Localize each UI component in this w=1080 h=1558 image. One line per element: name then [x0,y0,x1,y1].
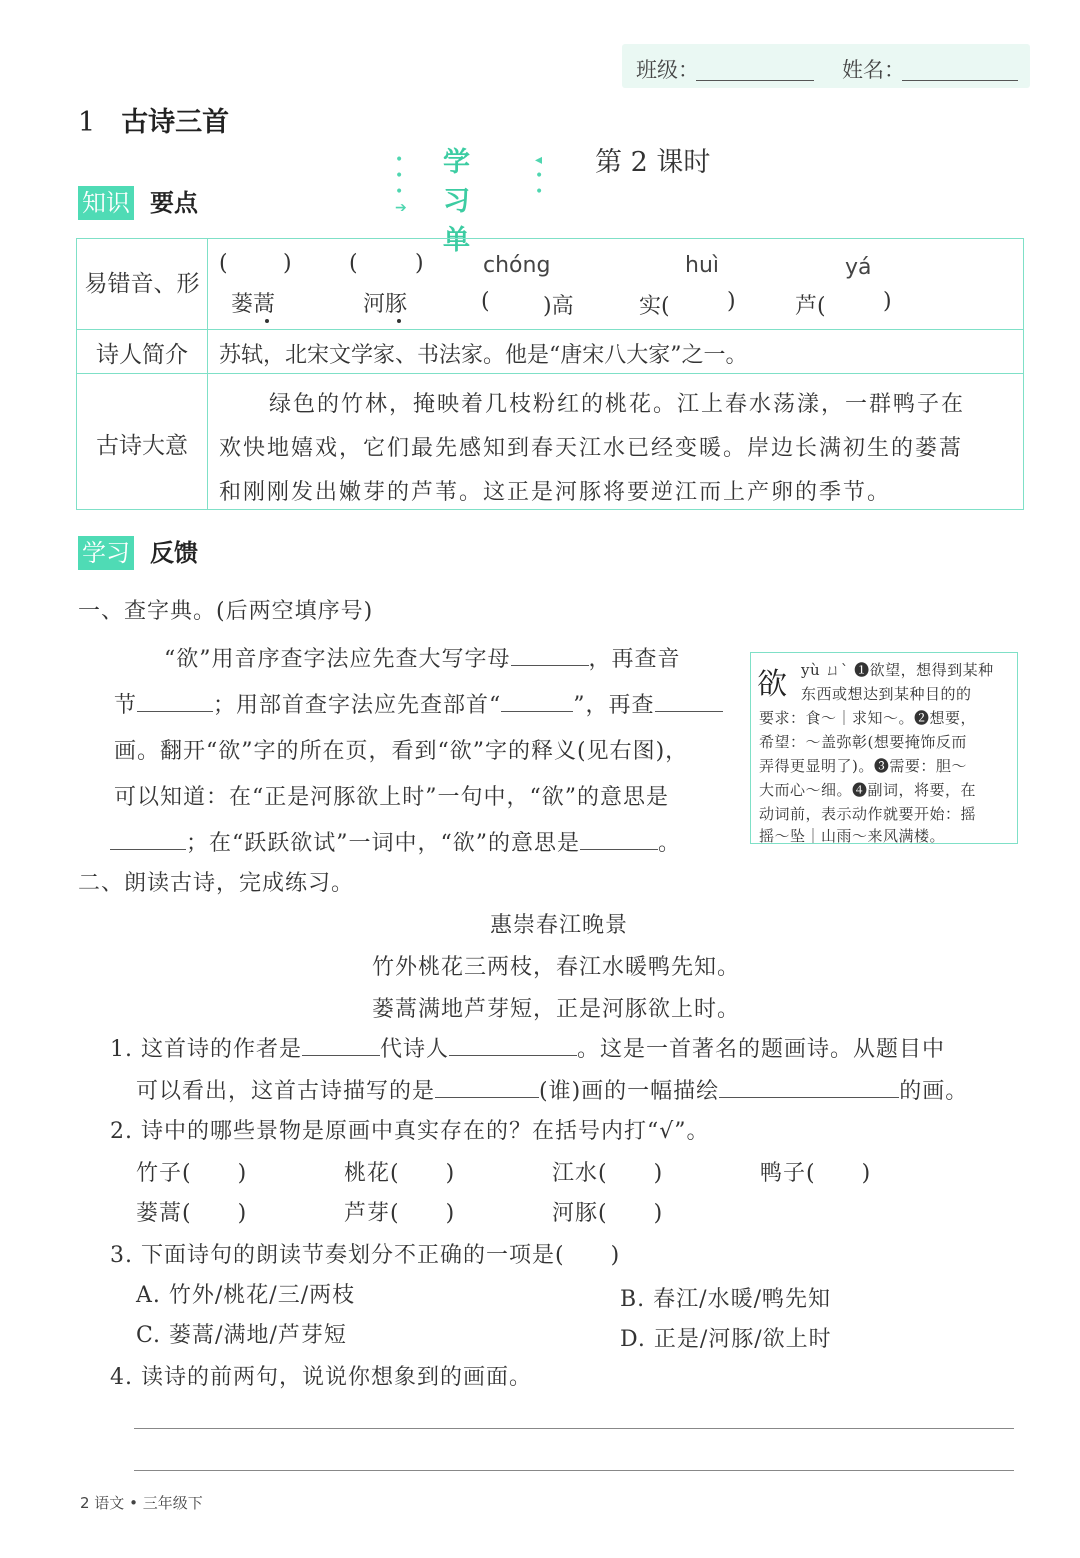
knowledge-table [76,238,1024,510]
dict-line: 东西或想达到某种目的的 [801,685,972,703]
class-label: 班级： [636,58,699,82]
pinyin: huì [685,253,719,278]
poem-line: 竹外桃花三两枝，春江水暖鸭先知。 [372,955,741,980]
poet-intro: 苏轼，北宋文学家、书法家。他是“唐宋八大家”之一。 [219,343,748,368]
answer-blank[interactable] [137,711,213,712]
class-field[interactable] [696,80,814,81]
subq-2: 2. 诗中的哪些景物是原画中真实存在的？在括号内打“√”。 [110,1119,710,1144]
answer-blank[interactable] [501,711,573,712]
paren: ( [219,251,228,276]
meaning-line: 和刚刚发出嫩芽的芦苇。这正是河豚将要逆江而上产卵的季节。 [219,480,892,505]
answer-blank[interactable] [580,849,658,850]
question-2-title: 二、朗读古诗，完成练习。 [78,871,355,896]
q1-line [164,642,681,673]
row-label-poet: 诗人简介 [96,342,188,368]
class-name-bar [622,44,1030,88]
banner-title: 学习单 [443,147,470,256]
emphasis-dot [265,319,269,323]
paren: ) [415,251,424,276]
option-c[interactable]: C. 蒌蒿/满地/芦芽短 [136,1323,347,1348]
section-highlight: 知识 [78,186,134,220]
subq-1 [110,1032,945,1063]
banner-deco-right: ◂ • • [535,152,542,200]
checkbox-item[interactable]: 鸭子( ) [760,1161,872,1186]
subq-3: 3. 下面诗句的朗读节奏划分不正确的一项是( ) [110,1243,621,1268]
banner-deco-left: • • • ➔ [395,152,405,216]
checkbox-item[interactable]: 河豚( ) [552,1201,664,1226]
dict-line: 希望：～盖弥彰(想要掩饰反而 [759,733,967,751]
q1-text: 节 [114,693,138,718]
q1-text: “欲”用音序查字法应先查大写字母 [164,647,511,672]
paren: ) [727,289,736,314]
answer-blank[interactable] [511,665,589,666]
meaning-line: 欢快地嬉戏，它们最先感知到春天江水已经变暖。岸边长满初生的蒌蒿 [219,436,964,461]
q1-text: 。 [658,831,682,856]
answer-blank[interactable] [449,1055,577,1056]
dictionary-entry [750,652,1018,844]
poem-line: 蒌蒿满地芦芽短，正是河豚欲上时。 [372,997,741,1022]
dict-line: 摇～坠｜山雨～来风满楼。 [759,827,946,845]
table-divider [207,239,208,509]
word: 蒌蒿 [231,292,276,317]
q1-text: ；在“跃跃欲试”一词中，“欲”的意思是 [186,831,580,856]
q1-text: ；用部首查字法应先查部首“ [213,693,502,718]
dict-line: 动词前，表示动作就要开始：摇 [759,805,977,823]
section-highlight: 学习 [78,536,134,570]
dict-line: 弄得更显明了)。❸需要：胆～ [759,757,967,775]
checkbox-item[interactable]: 竹子( ) [136,1161,248,1186]
q2-text: 。这是一首著名的题画诗。从题目中 [577,1037,946,1062]
dict-line: 要求：食～｜求知～。❷想要， [759,709,977,727]
paren: ( [481,289,490,314]
answer-blank[interactable] [302,1055,380,1056]
q1-line: 画。翻开“欲”字的所在页，看到“欲”字的释义(见右图)， [114,739,689,764]
question-1-title: 一、查字典。(后两空填序号) [78,599,374,624]
q1-line [110,826,681,857]
answer-line[interactable] [134,1428,1014,1429]
table-row-border [77,373,1023,374]
word: 实( [639,294,670,319]
q2-text: 可以看出，这首古诗描写的是 [136,1079,436,1104]
section-heading-feedback [78,536,278,576]
checkbox-item[interactable]: 桃花( ) [344,1161,456,1186]
q1-text: ，再查音 [588,647,681,672]
dict-line: yù ㄩˋ ❶欲望，想得到某种 [801,661,994,679]
meaning-line: 绿色的竹林，掩映着几枝粉红的桃花。江上春水荡漾，一群鸭子在 [269,392,966,417]
row-label-pronunciation: 易错音、形 [84,271,200,297]
pinyin: chóng [483,253,551,278]
lesson-number: 1 [78,107,96,138]
lesson-name: 古诗三首 [121,107,230,138]
poem-title: 惠崇春江晚景 [490,913,629,938]
name-field[interactable] [902,80,1018,81]
q1-text: ”，再查 [573,693,655,718]
q1-line: 可以知道：在“正是河豚欲上时”一句中，“欲”的意思是 [114,785,669,810]
emphasis-dot [397,319,401,323]
option-b[interactable]: B. 春江/水暖/鸭先知 [620,1287,831,1312]
answer-blank[interactable] [435,1097,539,1098]
section-heading-knowledge [78,186,278,226]
name-label: 姓名： [842,58,905,82]
answer-blank[interactable] [110,849,186,850]
word: )高 [543,294,574,319]
answer-blank[interactable] [655,711,723,712]
q2-text: (谁)画的一幅描绘 [539,1079,720,1104]
checkbox-item[interactable]: 蒌蒿( ) [136,1201,248,1226]
paren: ( [349,251,358,276]
table-row-border [77,329,1023,330]
dict-line: 大而心～细。❹副词，将要，在 [759,781,977,799]
subq-1-cont [136,1074,968,1105]
answer-line[interactable] [134,1470,1014,1471]
option-d[interactable]: D. 正是/河豚/欲上时 [620,1327,832,1352]
page-footer: 2 语文 • 三年级下 [80,1494,203,1512]
banner-period: 第 2 课时 [595,147,711,178]
q2-text: 1. 这首诗的作者是 [110,1037,302,1062]
paren: ) [283,251,292,276]
word: 芦( [795,294,826,319]
option-a[interactable]: A. 竹外/桃花/三/两枝 [136,1283,356,1308]
paren: ) [883,289,892,314]
section-rest: 要点 [150,188,198,217]
checkbox-item[interactable]: 芦芽( ) [344,1201,456,1226]
subq-4: 4. 读诗的前两句，说说你想象到的画面。 [110,1365,532,1390]
lesson-title [78,100,229,139]
answer-blank[interactable] [719,1097,899,1098]
checkbox-item[interactable]: 江水( ) [552,1161,664,1186]
dict-character: 欲 [757,667,787,702]
word: 河豚 [363,292,408,317]
row-label-meaning: 古诗大意 [96,433,188,459]
q2-text: 代诗人 [379,1037,449,1062]
q2-text: 的画。 [899,1079,969,1104]
section-rest: 反馈 [150,538,198,567]
q1-line [114,688,723,719]
pinyin: yá [845,255,872,280]
